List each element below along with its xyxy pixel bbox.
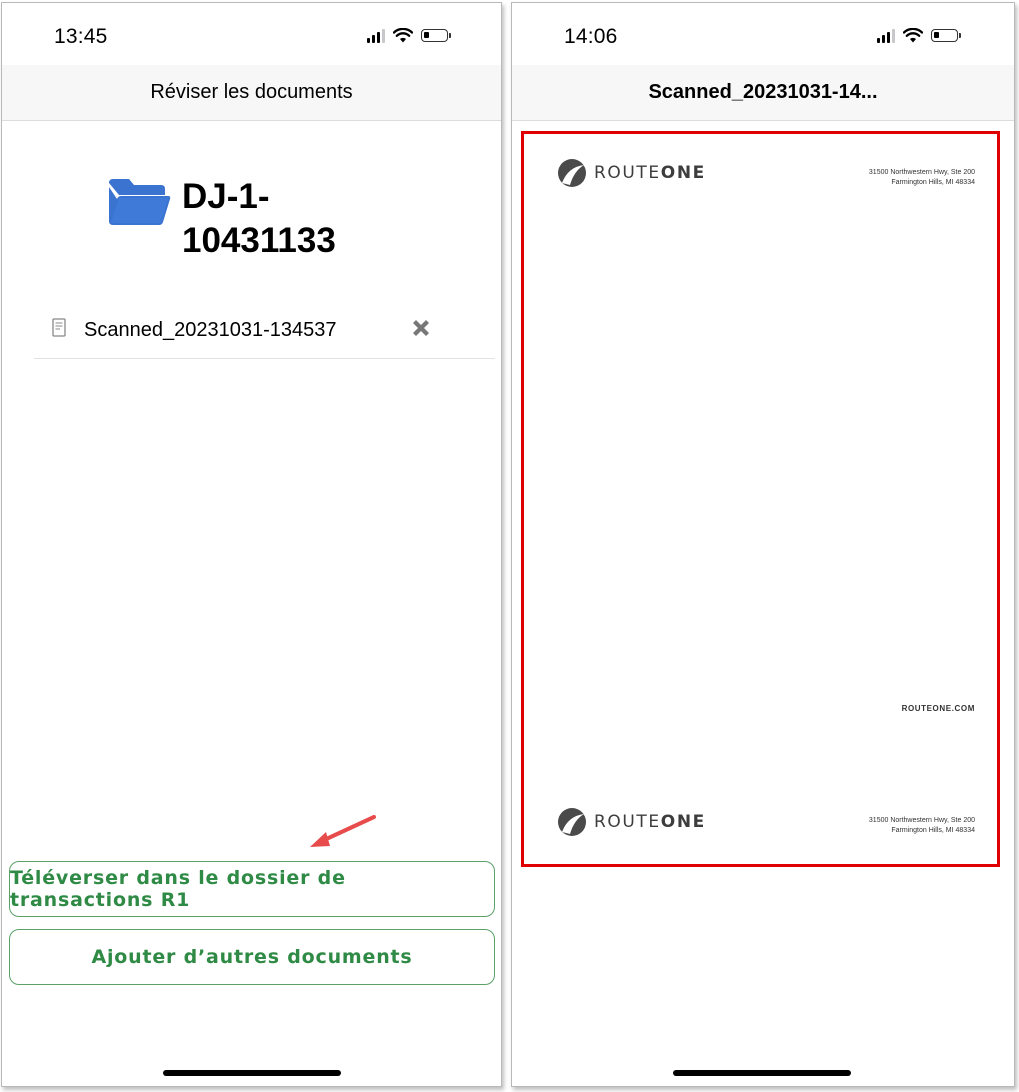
delete-x-icon[interactable]	[409, 316, 433, 340]
navigation-bar	[512, 65, 1014, 121]
home-indicator[interactable]	[673, 1070, 851, 1076]
cellular-signal-icon	[367, 29, 385, 43]
routeone-logo-mark-icon	[558, 808, 586, 836]
address-line: 31500 Northwestern Hwy, Ste 200	[868, 817, 975, 824]
folder-icon	[107, 175, 171, 227]
battery-icon	[931, 29, 958, 42]
phone-screen-review	[1, 2, 502, 1087]
website-text: ROUTEONE.COM	[901, 704, 975, 713]
address-line: Farmington Hills, MI 48334	[891, 827, 975, 834]
brand-text: ROUTE	[594, 812, 661, 832]
status-icons	[367, 28, 448, 43]
routeone-logo-mark-icon	[558, 159, 586, 187]
address-block	[869, 168, 975, 188]
routeone-logo	[558, 808, 706, 836]
status-time: 14:06	[564, 25, 618, 48]
brand-text: ROUTE	[594, 163, 661, 183]
document-icon	[52, 318, 66, 337]
annotation-arrow-icon	[302, 813, 382, 853]
address-line: Farmington Hills, MI 48334	[891, 179, 975, 186]
status-time: 13:45	[54, 25, 108, 48]
document-name: Scanned_20231031-134537	[84, 319, 337, 341]
folder-name: DJ-1-10431133	[182, 177, 336, 260]
phone-screen-preview	[511, 2, 1015, 1087]
upload-to-deal-jacket-button[interactable]: Téléverser dans le dossier de transactions R1	[9, 861, 495, 917]
navigation-bar	[2, 65, 501, 121]
wifi-icon	[903, 28, 923, 43]
home-indicator[interactable]	[163, 1070, 341, 1076]
document-preview[interactable]	[521, 131, 1000, 867]
page-title: Scanned_20231031-14...	[648, 81, 878, 103]
routeone-logo	[558, 159, 706, 187]
page-title: Réviser les documents	[150, 81, 353, 103]
brand-text-bold: ONE	[660, 812, 706, 832]
status-icons	[877, 28, 958, 43]
address-block	[869, 816, 975, 836]
battery-icon	[421, 29, 448, 42]
address-line: 31500 Northwestern Hwy, Ste 200	[868, 169, 975, 176]
document-row[interactable]	[34, 303, 495, 359]
wifi-icon	[393, 28, 413, 43]
cellular-signal-icon	[877, 29, 895, 43]
brand-text-bold: ONE	[660, 163, 706, 183]
add-documents-button[interactable]: Ajouter d’autres documents	[9, 929, 495, 985]
